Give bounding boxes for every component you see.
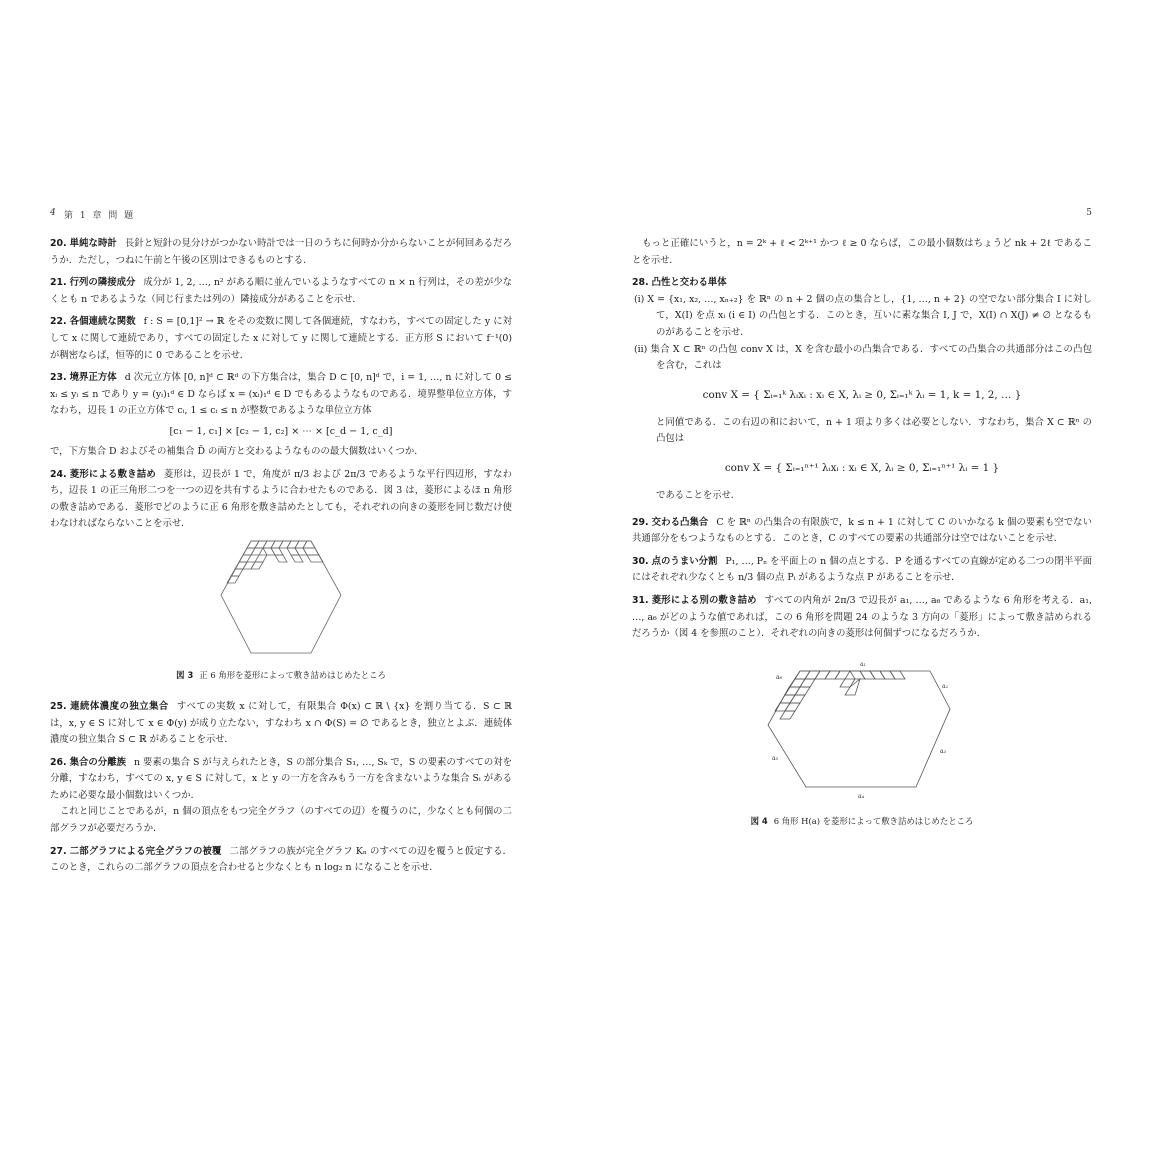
part-label: (i) [634, 293, 645, 305]
problem-23 [50, 370, 512, 420]
problem-text: P₁, …, Pₙ を平面上の n 個の点とする．P を通るすべての直線が定める二つの閉半平面にはそれぞれ少なくとも n/3 個の点 Pᵢ があるような点 P があることを示せ． [632, 555, 1092, 584]
right-page [632, 208, 1092, 845]
problem-28-part-i [632, 292, 1092, 342]
figure-4-caption [632, 815, 1092, 827]
problem-text: C を ℝⁿ の凸集合の有限族で，k ≤ n + 1 に対して C のいかなる k 個の要素も空でない共通部分をもつようなものとする．このとき，C のすべての要素の共通部分は空ではないことを示せ． [632, 516, 1092, 545]
figure-number: 図 3 [176, 669, 194, 680]
left-page [50, 208, 512, 883]
problem-26 [50, 755, 512, 805]
problem-30 [632, 554, 1092, 587]
problem-21 [50, 275, 512, 308]
problem-number: 31. [632, 594, 649, 606]
problem-22 [50, 314, 512, 364]
figure-3 [50, 539, 512, 663]
side-label-a2: a₂ [942, 682, 948, 690]
problem-title: 交わる凸集合 [651, 516, 709, 528]
problem-number: 29. [632, 516, 649, 528]
problem-number: 30. [632, 555, 649, 567]
problem-number: 22. [50, 316, 67, 328]
continued-text: もっと正確にいうと，n = 2ᵏ + ℓ < 2ᵏ⁺¹ かつ ℓ ≥ 0 ならば，この最小個数はちょうど nk + 2ℓ であることを示せ． [632, 238, 1092, 266]
side-label-a5: a₅ [772, 754, 778, 762]
right-page-number: 5 [1086, 208, 1092, 218]
problem-text: すべての内角が 2π/3 で辺長が a₁, …, a₆ であるような 6 角形を考える．a₁, …, a₆ がどのような値であれば，この 6 角形を問題 24 のような 3 方向の「菱形」によって敷き詰められるだろうか（図 4 を参照のこと）．それぞれの向きの菱形は何個ずつになるだろうか． [632, 594, 1092, 640]
problem-number: 26. [50, 756, 67, 768]
problem-title: 単純な時計 [69, 238, 117, 249]
formula-convex-hull-1: conv X = { Σᵢ₌₁ᵏ λᵢxᵢ : xᵢ ∈ X, λᵢ ≥ 0, Σᵢ₌₁ᵏ λᵢ = 1, k = 1, 2, … } [702, 388, 1022, 401]
problem-title: 集合の分離族 [69, 756, 126, 768]
problem-25 [50, 699, 512, 749]
problem-text: 菱形は，辺長が 1 で，角度が π/3 および 2π/3 であるような平行四辺形，すなわち，辺長 1 の正三角形二つを一つの辺を共有するように合わせたものである．図 3 は，菱形によるほ n 角形の敷き詰めである．菱形でどのように正 6 角形を敷き詰めたとしても，それぞれの向きの菱形を同じ数だけ使わなければならないことを示せ． [50, 468, 512, 530]
side-label-a3: a₃ [940, 747, 946, 755]
problem-29 [632, 515, 1092, 548]
figure-caption-text: 正 6 角形を菱形によって敷き詰めはじめたところ [199, 669, 386, 680]
part-label: (ii) [634, 343, 648, 355]
problem-text: f : S = [0,1]² → ℝ をその変数に関して各個連続，すなわち，すべての固定した y に対して x に関して連続であり，すべての固定した x に対して y に関して連続とする．正方形 S において f⁻¹(0) が稠密ならば，恒等的に 0 であることを示せ． [50, 316, 512, 361]
figure-number: 図 4 [750, 815, 768, 826]
problem-23-continued [50, 444, 512, 461]
left-page-number: 4 [50, 208, 56, 218]
formula-unit-cube: [c₁ − 1, c₁] × [c₂ − 1, c₂] × ⋯ × [c_d − 1, c_d] [169, 425, 393, 437]
problem-title: 菱形による敷き詰め [69, 468, 156, 480]
problem-text: d 次元立方体 [0, n]ᵈ ⊂ ℝᵈ の下方集合は，集合 D ⊂ [0, n]ᵈ で，i = 1, …, n に対して 0 ≤ xᵢ ≤ yᵢ ≤ n であり y = (yᵢ)₁ᵈ ∈ D ならば x = (xᵢ)₁ᵈ ∈ D でもあるようなものである．境界整単位立方体，すなわち，辺長 1 の正立方体で cᵢ, 1 ≤ cᵢ ≤ n が整数であるような単位立方体 [50, 372, 512, 417]
side-label-a6: a₆ [776, 673, 782, 681]
problem-20 [50, 236, 512, 269]
figure-caption-text: 6 角形 H(a) を菱形によって敷き詰めはじめたところ [773, 815, 974, 826]
problem-28-mid-text: と同値である．この右辺の和において，n + 1 項より多くは必要としない．すなわち，集合 X ⊂ ℝⁿ の凸包は [656, 416, 1092, 445]
problem-title: 点のうまい分割 [651, 555, 718, 567]
problem-number: 21. [50, 277, 67, 289]
problem-31 [632, 593, 1092, 643]
problem-title: 境界正方体 [69, 372, 117, 384]
part-text: 集合 X ⊂ ℝⁿ の凸包 conv X は，X を含む最小の凸集合である．すべての凸集合の共通部分はこの凸包を含む，これは [650, 343, 1092, 372]
problem-title: 行列の隣接成分 [69, 277, 136, 289]
figure-3-caption [50, 669, 512, 681]
problem-text: 二部グラフの族が完全グラフ Kₙ のすべての辺を覆うと仮定する．このとき，これらの二部グラフの頂点を合わせると少なくとも n log₂ n になることを示せ． [50, 845, 512, 874]
problem-text: n 要素の集合 S が与えられたとき，S の部分集合 S₁, …, Sₖ で，S の要素のすべての対を分離，すなわち，すべての x, y ∈ S に対して，x と y の一方を含みもう一方を含まないような集合 Sᵢ があるために必要な最小個数はいくつか． [50, 756, 512, 801]
problem-number: 20. [50, 238, 67, 249]
problem-text: 長針と短針の見分けがつかない時計では一日のうちに何時か分からないことが何回あるだろうか．ただし，つねに午前と午後の区別はできるものとする． [50, 238, 512, 266]
problem-title: 各個連続な関数 [69, 316, 136, 328]
problem-number: 23. [50, 372, 67, 384]
problem-title: 連続体濃度の独立集合 [69, 700, 169, 712]
problem-28-part-ii [632, 342, 1092, 375]
problem-title: 菱形による別の敷き詰め [651, 594, 757, 606]
problem-24 [50, 467, 512, 533]
problem-text: すべての実数 x に対して，有限集合 Φ(x) ⊂ ℝ \ {x} を割り当てる．S ⊂ ℝ は，x, y ∈ S に対して x ∈ Φ(y) が成り立たない，すなわち x ∩ Φ(S) = ∅ であるとき，独立とよぶ．連続体濃度の独立集合 S ⊂ ℝ があることを示せ． [50, 700, 512, 746]
problem-text: 成分が 1, 2, …, n² がある順に並んでいるようなすべての n × n 行列は，その差が少なくとも n であるような（同じ行または列の）隣接成分があることを示せ． [50, 277, 512, 305]
hexagon-rhombus-tiling-diagram [201, 539, 361, 659]
problem-title: 二部グラフによる完全グラフの被覆 [69, 845, 222, 857]
hexagon-h-a-tiling-diagram [762, 655, 962, 805]
formula-convex-hull-2: conv X = { Σᵢ₌₁ⁿ⁺¹ λᵢxᵢ : xᵢ ∈ X, λᵢ ≥ 0, Σᵢ₌₁ⁿ⁺¹ λᵢ = 1 } [724, 461, 1000, 474]
problem-28 [632, 275, 1092, 292]
problem-number: 28. [632, 277, 649, 289]
problem-title: 凸性と交わる単体 [651, 277, 727, 289]
problem-27 [50, 844, 512, 877]
problem-number: 24. [50, 468, 67, 480]
figure-4 [632, 655, 1092, 809]
part-text: X = {x₁, x₂, …, xₙ₊₂} を ℝⁿ の n + 2 個の点の集合とし，{1, …, n + 2} の空でない部分集合 I に対して，X(I) を点 xᵢ (i ∈ I) の凸包とする．このとき，互いに素な集合 I, J で，X(I) ∩ X(J) ≠ ∅ となるものがあることを示せ． [647, 293, 1092, 338]
chapter-heading: 第 1 章 問 題 [64, 211, 136, 221]
problem-26-paragraph: これと同じことであるが，n 個の頂点をもつ完全グラフ（のすべての辺）を覆うのに，少なくとも何個の二部グラフが必要だろうか． [50, 806, 512, 835]
problem-number: 25. [50, 700, 67, 712]
problem-text: で，下方集合 D およびその補集合 D̄ の両方と交わるようなものの最大個数はいくつか． [50, 445, 424, 457]
side-label-a1: a₁ [860, 660, 866, 668]
side-label-a4: a₄ [858, 792, 864, 800]
problem-number: 27. [50, 845, 67, 857]
left-running-head [50, 208, 512, 222]
problem-28-end-text: であることを示せ． [656, 489, 741, 501]
right-running-head [632, 208, 1092, 222]
